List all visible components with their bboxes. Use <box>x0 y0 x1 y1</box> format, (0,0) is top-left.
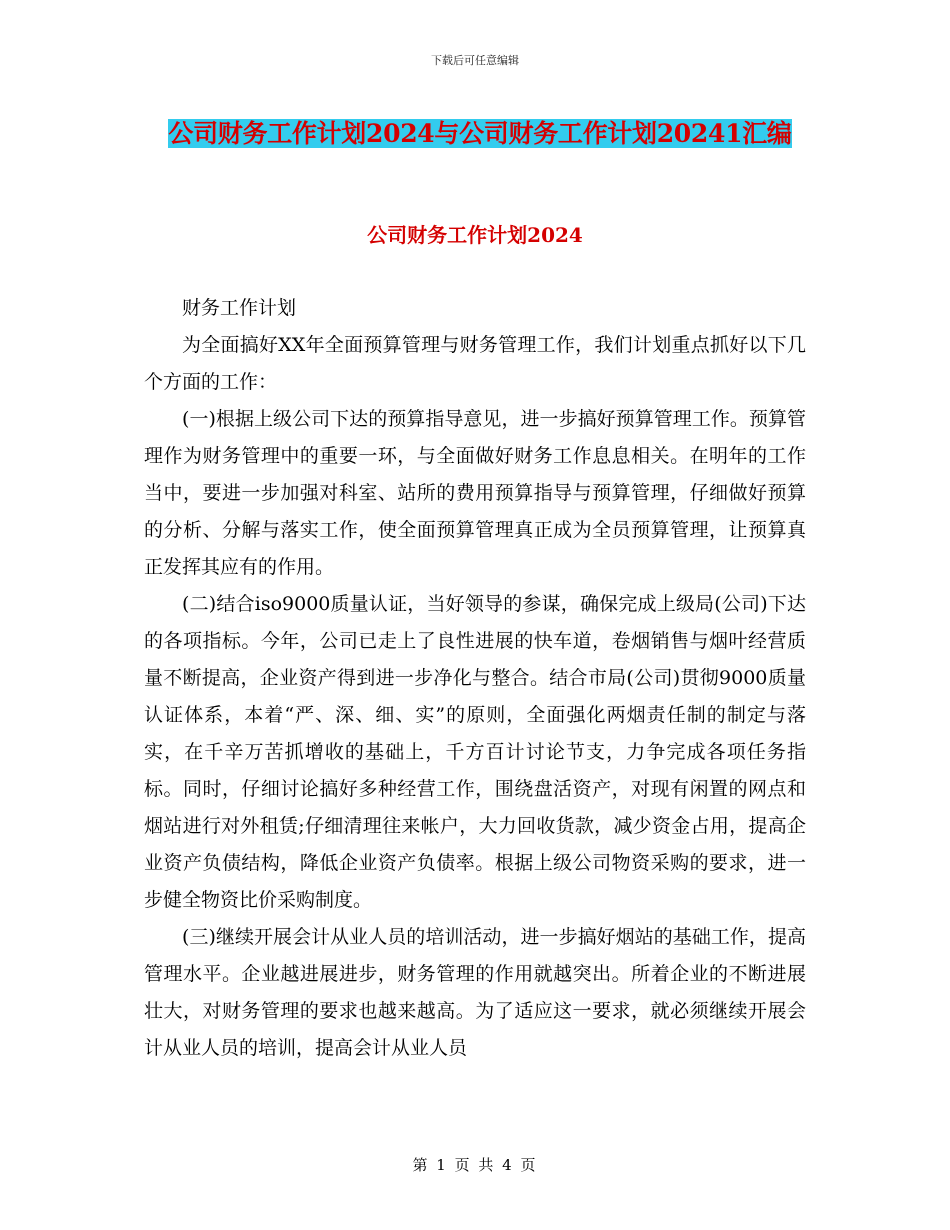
document-title-text: 公司财务工作计划2024与公司财务工作计划20241汇编 <box>168 119 792 148</box>
page-footer: 第 1 页 共 4 页 <box>412 1156 538 1174</box>
header-note: 下载后可任意编辑 <box>431 54 519 67</box>
paragraph: 为全面搞好XX年全面预算管理与财务管理工作，我们计划重点抓好以下几个方面的工作： <box>144 334 806 393</box>
section-title: 公司财务工作计划2024 <box>367 223 583 247</box>
paragraph: (一)根据上级公司下达的预算指导意见，进一步搞好预算管理工作。预算管理作为财务管理中的重要一环，与全面做好财务工作息息相关。在明年的工作当中，要进一步加强对科室、站所的费用预算指导与预算管理，仔细做好预算的分析、分解与落实工作，使全面预算管理真正成为全员预算管理，让预算真正发挥其应有的作用。 <box>144 408 806 578</box>
document-body <box>144 290 806 1067</box>
paragraph: 财务工作计划 <box>182 297 297 319</box>
paragraph: (三)继续开展会计从业人员的培训活动，进一步搞好烟站的基础工作，提高管理水平。企业越进展进步，财务管理的作用就越突出。所着企业的不断进展壮大，对财务管理的要求也越来越高。为了适应这一要求，就必须继续开展会计从业人员的培训，提高会计从业人员 <box>144 926 806 1059</box>
paragraph: (二)结合iso9000质量认证，当好领导的参谋，确保完成上级局(公司)下达的各项指标。今年，公司已走上了良性进展的快车道，卷烟销售与烟叶经营质量不断提高，企业资产得到进一步净化与整合。结合市局(公司)贯彻9000质量认证体系，本着“严、深、细、实”的原则，全面强化两烟责任制的制定与落实，在千辛万苦抓增收的基础上，千方百计讨论节支，力争完成各项任务指标。同时，仔细讨论搞好多种经营工作，围绕盘活资产，对现有闲置的网点和烟站进行对外租赁;仔细清理往来帐户，大力回收货款，减少资金占用，提高企业资产负债结构，降低企业资产负债率。根据上级公司物资采购的要求，进一步健全物资比价采购制度。 <box>144 593 806 911</box>
document-title <box>150 110 810 158</box>
